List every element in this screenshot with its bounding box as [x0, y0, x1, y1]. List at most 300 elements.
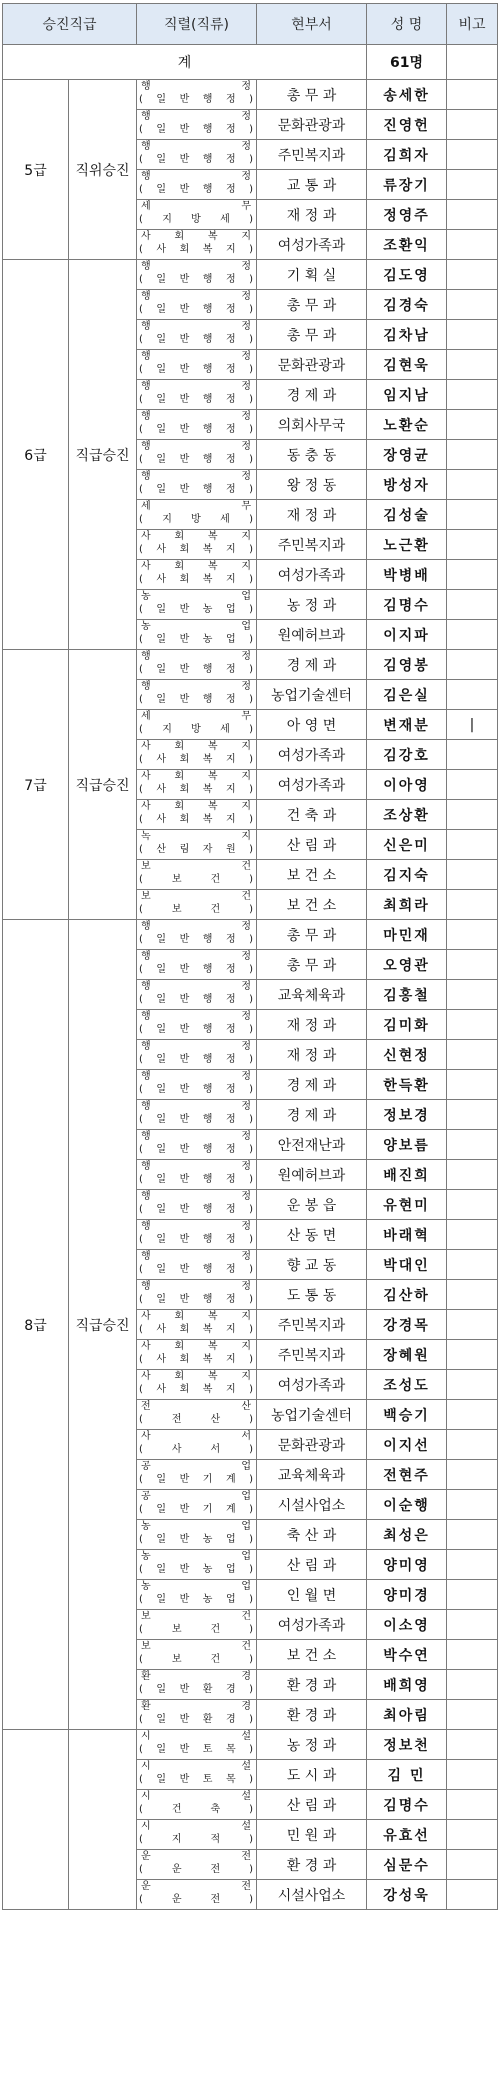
- total-row: [3, 45, 498, 80]
- series-cell: [137, 1130, 257, 1160]
- series-char: 행: [141, 81, 151, 92]
- name-cell: 최아림: [367, 1700, 447, 1730]
- series-cell: [137, 170, 257, 200]
- series-sub-char: 행: [202, 1234, 213, 1245]
- series-name: [141, 1461, 251, 1473]
- series-sub-char: 업: [225, 1594, 236, 1605]
- paren-open: (: [139, 1354, 143, 1365]
- series-sub-char: 일: [156, 274, 167, 285]
- paren-close: ): [249, 1774, 254, 1785]
- series-sub-char: 정: [225, 334, 236, 345]
- series-char: 행: [141, 441, 151, 452]
- paren-open: (: [139, 1474, 143, 1485]
- paren-open: (: [139, 754, 143, 765]
- header-note: 비고: [447, 4, 498, 45]
- dept-cell: 경 제 과: [257, 1100, 367, 1130]
- paren-open: (: [139, 454, 143, 465]
- series-sub-char: 업: [225, 1564, 236, 1575]
- series-sub-char: 행: [202, 964, 213, 975]
- paren-close: ): [249, 754, 254, 765]
- series-label: [137, 1400, 256, 1429]
- series-cell: [137, 770, 257, 800]
- note-cell: [447, 560, 498, 590]
- paren-close: ): [249, 1234, 254, 1245]
- series-name: [141, 531, 251, 543]
- series-sub-char: 전: [210, 1864, 221, 1875]
- series-subtype: [139, 424, 253, 436]
- series-label: [137, 1490, 256, 1519]
- series-cell: [137, 740, 257, 770]
- paren-close: ): [249, 1624, 253, 1635]
- series-sub-char: 농: [202, 604, 213, 615]
- promotion-type-cell: [69, 1730, 137, 1910]
- series-name: [141, 1191, 251, 1203]
- series-sub-char: 목: [225, 1744, 236, 1755]
- paren-open: (: [139, 844, 143, 855]
- series-sub-char: 방: [191, 214, 201, 225]
- series-char: 행: [141, 1281, 151, 1292]
- series-label: [137, 770, 256, 799]
- series-label: [137, 560, 256, 589]
- paren-close: ): [249, 844, 254, 855]
- name-cell: 김강호: [367, 740, 447, 770]
- series-sub-char: 건: [210, 904, 221, 915]
- paren-open: (: [139, 1594, 143, 1605]
- series-sub-char: 지: [162, 724, 172, 735]
- series-sub-char: 일: [156, 1504, 167, 1515]
- series-cell: [137, 1520, 257, 1550]
- note-cell: [447, 1700, 498, 1730]
- series-sub-char: 원: [225, 844, 236, 855]
- series-char: 무: [241, 711, 252, 722]
- name-cell: 김미화: [367, 1010, 447, 1040]
- series-subtype: [139, 1534, 253, 1546]
- series-sub-char: 정: [225, 454, 236, 465]
- series-char: 설: [241, 1731, 252, 1742]
- series-name: [141, 711, 251, 723]
- series-subtype: [139, 1444, 253, 1456]
- series-sub-char: 보: [171, 874, 182, 885]
- series-label: [137, 980, 256, 1009]
- series-char: 회: [174, 1311, 185, 1322]
- series-name: [141, 1521, 251, 1533]
- series-cell: [137, 110, 257, 140]
- paren-close: ): [249, 154, 254, 165]
- note-cell: [447, 1160, 498, 1190]
- note-cell: [447, 800, 498, 830]
- series-sub-char: 행: [202, 484, 213, 495]
- series-char: 업: [241, 1581, 252, 1592]
- dept-cell: 주민복지과: [257, 1340, 367, 1370]
- paren-close: ): [249, 1354, 254, 1365]
- series-char: 정: [241, 1041, 252, 1052]
- paren-close: ): [249, 364, 254, 375]
- paren-open: (: [139, 1624, 143, 1635]
- series-sub-char: 운: [171, 1894, 182, 1905]
- series-label: [137, 80, 256, 109]
- series-sub-char: 반: [179, 964, 190, 975]
- paren-open: (: [139, 124, 143, 135]
- series-sub-char: 정: [225, 1234, 236, 1245]
- series-subtype: [139, 1504, 253, 1516]
- series-char: 정: [241, 1251, 252, 1262]
- series-sub-char: 반: [179, 1684, 190, 1695]
- name-cell: 노근환: [367, 530, 447, 560]
- series-cell: [137, 230, 257, 260]
- series-char: 농: [141, 591, 151, 602]
- series-sub-char: 정: [225, 1024, 236, 1035]
- note-cell: |: [447, 710, 498, 740]
- series-label: [137, 200, 256, 229]
- series-char: 정: [241, 381, 252, 392]
- series-sub-char: 반: [179, 1594, 190, 1605]
- promotion-type-cell: 직위승진: [69, 80, 137, 260]
- series-char: 행: [141, 471, 151, 482]
- series-sub-char: 일: [156, 1114, 167, 1125]
- series-sub-char: 회: [179, 754, 190, 765]
- series-sub-char: 반: [179, 1534, 190, 1545]
- series-char: 보: [141, 891, 151, 902]
- paren-open: (: [139, 874, 143, 885]
- paren-open: (: [139, 904, 143, 915]
- series-label: [137, 1730, 256, 1759]
- series-sub-char: 사: [156, 754, 167, 765]
- series-subtype: [139, 1564, 253, 1576]
- paren-close: ): [249, 1654, 253, 1665]
- series-sub-char: 반: [179, 154, 190, 165]
- series-char: 정: [241, 681, 252, 692]
- series-char: 회: [174, 1371, 185, 1382]
- paren-close: ): [249, 1324, 254, 1335]
- series-sub-char: 반: [179, 334, 190, 345]
- name-cell: 김 민: [367, 1760, 447, 1790]
- total-count: 61명: [367, 45, 447, 80]
- series-sub-char: 정: [225, 1264, 236, 1275]
- series-name: [141, 621, 251, 633]
- series-cell: [137, 440, 257, 470]
- series-sub-char: 복: [202, 1354, 213, 1365]
- dept-cell: 산 림 과: [257, 1550, 367, 1580]
- series-cell: [137, 890, 257, 920]
- name-cell: 양미경: [367, 1580, 447, 1610]
- series-name: [141, 1101, 251, 1113]
- name-cell: 김차남: [367, 320, 447, 350]
- name-cell: 김은실: [367, 680, 447, 710]
- dept-cell: 경 제 과: [257, 650, 367, 680]
- note-cell: [447, 680, 498, 710]
- series-label: [137, 530, 256, 559]
- dept-cell: 보 건 소: [257, 1640, 367, 1670]
- series-label: [137, 830, 256, 859]
- name-cell: 송세한: [367, 80, 447, 110]
- series-char: 사: [141, 531, 151, 542]
- dept-cell: 재 정 과: [257, 500, 367, 530]
- paren-open: (: [139, 1144, 143, 1155]
- promotion-table-body: [3, 4, 498, 1910]
- note-cell: [447, 890, 498, 920]
- series-sub-char: 일: [156, 634, 167, 645]
- series-char: 시: [141, 1821, 151, 1832]
- series-char: 업: [241, 621, 252, 632]
- series-subtype: [139, 574, 253, 586]
- dept-cell: 재 정 과: [257, 200, 367, 230]
- series-sub-char: 반: [179, 1294, 190, 1305]
- series-sub-char: 회: [179, 1384, 190, 1395]
- paren-close: ): [249, 184, 254, 195]
- series-sub-char: 반: [179, 1744, 190, 1755]
- series-name: [141, 1761, 251, 1773]
- series-sub-char: 목: [225, 1774, 236, 1785]
- series-cell: [137, 1220, 257, 1250]
- series-cell: [137, 680, 257, 710]
- paren-open: (: [139, 1114, 143, 1125]
- note-cell: [447, 1820, 498, 1850]
- dept-cell: 축 산 과: [257, 1520, 367, 1550]
- series-char: 시: [141, 1731, 151, 1742]
- series-subtype: [139, 784, 253, 796]
- series-sub-char: 일: [156, 394, 167, 405]
- dept-cell: 경 제 과: [257, 380, 367, 410]
- series-sub-char: 일: [156, 1174, 167, 1185]
- series-name: [141, 1431, 251, 1443]
- series-subtype: [139, 1084, 253, 1096]
- series-subtype: [139, 964, 253, 976]
- series-char: 건: [241, 1611, 252, 1622]
- paren-open: (: [139, 544, 143, 555]
- series-char: 행: [141, 981, 151, 992]
- paren-close: ): [249, 1414, 253, 1425]
- paren-close: ): [249, 1834, 253, 1845]
- series-char: 세: [141, 711, 151, 722]
- series-sub-char: 행: [202, 1144, 213, 1155]
- series-sub-char: 건: [210, 1624, 221, 1635]
- name-cell: 조환익: [367, 230, 447, 260]
- series-char: 정: [241, 951, 252, 962]
- series-sub-char: 반: [179, 184, 190, 195]
- series-cell: [137, 1850, 257, 1880]
- series-sub-char: 일: [156, 94, 167, 105]
- series-subtype: [139, 874, 253, 886]
- header-series: 직렬(직류): [137, 4, 257, 45]
- note-cell: [447, 1610, 498, 1640]
- series-sub-char: 반: [179, 694, 190, 705]
- paren-open: (: [139, 334, 143, 345]
- dept-cell: 향 교 동: [257, 1250, 367, 1280]
- series-sub-char: 지: [225, 1384, 236, 1395]
- series-name: [141, 351, 251, 363]
- dept-cell: 인 월 면: [257, 1580, 367, 1610]
- name-cell: 정보천: [367, 1730, 447, 1760]
- paren-open: (: [139, 1024, 143, 1035]
- dept-cell: 여성가족과: [257, 740, 367, 770]
- series-subtype: [139, 1894, 253, 1906]
- name-cell: 배진희: [367, 1160, 447, 1190]
- series-char: 행: [141, 1221, 151, 1232]
- series-name: [141, 1611, 251, 1623]
- dept-cell: 재 정 과: [257, 1010, 367, 1040]
- paren-close: ): [249, 1024, 254, 1035]
- note-cell: [447, 410, 498, 440]
- series-char: 사: [141, 1431, 151, 1442]
- dept-cell: 환 경 과: [257, 1670, 367, 1700]
- series-sub-char: 행: [202, 304, 213, 315]
- series-sub-char: 방: [191, 514, 201, 525]
- series-sub-char: 반: [179, 1114, 190, 1125]
- series-cell: [137, 710, 257, 740]
- paren-close: ): [249, 604, 254, 615]
- series-sub-char: 일: [156, 1564, 167, 1575]
- series-char: 행: [141, 141, 151, 152]
- series-char: 정: [241, 471, 252, 482]
- series-subtype: [139, 184, 253, 196]
- series-sub-char: 정: [225, 934, 236, 945]
- series-sub-char: 업: [225, 634, 236, 645]
- series-char: 시: [141, 1791, 151, 1802]
- series-sub-char: 지: [171, 1834, 182, 1845]
- note-cell: [447, 530, 498, 560]
- dept-cell: 여성가족과: [257, 230, 367, 260]
- paren-open: (: [139, 1204, 143, 1215]
- series-cell: [137, 950, 257, 980]
- series-char: 정: [241, 351, 252, 362]
- name-cell: 장영균: [367, 440, 447, 470]
- paren-open: (: [139, 1654, 143, 1665]
- series-label: [137, 1640, 256, 1669]
- series-label: [137, 590, 256, 619]
- series-cell: [137, 1280, 257, 1310]
- paren-open: (: [139, 694, 143, 705]
- series-label: [137, 620, 256, 649]
- series-label: [137, 950, 256, 979]
- series-label: [137, 170, 256, 199]
- series-char: 정: [241, 1101, 252, 1112]
- series-subtype: [139, 1144, 253, 1156]
- series-label: [137, 920, 256, 949]
- paren-close: ): [249, 1864, 253, 1875]
- name-cell: 마민재: [367, 920, 447, 950]
- grade-cell: [3, 1730, 69, 1910]
- series-sub-char: 반: [179, 394, 190, 405]
- series-sub-char: 행: [202, 454, 213, 465]
- series-char: 무: [241, 501, 252, 512]
- series-char: 정: [241, 1131, 252, 1142]
- paren-open: (: [139, 994, 143, 1005]
- series-sub-char: 일: [156, 154, 167, 165]
- series-sub-char: 반: [179, 1474, 190, 1485]
- series-char: 농: [141, 621, 151, 632]
- series-subtype: [139, 1624, 253, 1636]
- series-sub-char: 정: [225, 1054, 236, 1065]
- note-cell: [447, 1130, 498, 1160]
- series-cell: [137, 1700, 257, 1730]
- series-label: [137, 740, 256, 769]
- paren-close: ): [249, 1174, 254, 1185]
- dept-cell: 기 획 실: [257, 260, 367, 290]
- series-subtype: [139, 934, 253, 946]
- table-row: [3, 650, 498, 680]
- series-name: [141, 1041, 251, 1053]
- series-sub-char: 환: [202, 1714, 213, 1725]
- series-sub-char: 기: [202, 1474, 213, 1485]
- series-char: 정: [241, 1071, 252, 1082]
- series-sub-char: 정: [225, 1174, 236, 1185]
- note-cell: [447, 1460, 498, 1490]
- series-sub-char: 일: [156, 994, 167, 1005]
- series-sub-char: 정: [225, 424, 236, 435]
- series-cell: [137, 290, 257, 320]
- paren-close: ): [249, 1504, 254, 1515]
- grade-cell: 5급: [3, 80, 69, 260]
- dept-cell: 원예허브과: [257, 1160, 367, 1190]
- dept-cell: 문화관광과: [257, 110, 367, 140]
- paren-open: (: [139, 1534, 143, 1545]
- paren-close: ): [249, 1534, 254, 1545]
- name-cell: 김명수: [367, 590, 447, 620]
- series-char: 사: [141, 1341, 151, 1352]
- series-char: 행: [141, 651, 151, 662]
- series-cell: [137, 1010, 257, 1040]
- series-subtype: [139, 1234, 253, 1246]
- dept-cell: 시설사업소: [257, 1880, 367, 1910]
- series-sub-char: 보: [171, 1624, 182, 1635]
- paren-close: ): [249, 1894, 253, 1905]
- series-sub-char: 복: [202, 754, 213, 765]
- paren-open: (: [139, 304, 143, 315]
- series-char: 경: [241, 1671, 252, 1682]
- series-char: 정: [241, 261, 252, 272]
- series-sub-char: 반: [179, 1174, 190, 1185]
- table-row: [3, 80, 498, 110]
- series-name: [141, 561, 251, 573]
- series-sub-char: 축: [210, 1804, 221, 1815]
- series-sub-char: 지: [225, 784, 236, 795]
- series-cell: [137, 1490, 257, 1520]
- name-cell: 김영봉: [367, 650, 447, 680]
- series-char: 건: [241, 891, 252, 902]
- series-sub-char: 반: [179, 934, 190, 945]
- series-char: 복: [207, 1371, 218, 1382]
- series-name: [141, 231, 251, 243]
- series-sub-char: 사: [156, 574, 167, 585]
- series-sub-char: 회: [179, 574, 190, 585]
- name-cell: 한득환: [367, 1070, 447, 1100]
- series-name: [141, 1851, 251, 1863]
- series-sub-char: 복: [202, 814, 213, 825]
- series-char: 건: [241, 861, 252, 872]
- series-subtype: [139, 1324, 253, 1336]
- note-cell: [447, 950, 498, 980]
- series-label: [137, 650, 256, 679]
- dept-cell: 교육체육과: [257, 1460, 367, 1490]
- series-subtype: [139, 364, 253, 376]
- series-char: 정: [241, 651, 252, 662]
- series-char: 사: [141, 801, 151, 812]
- series-sub-char: 반: [179, 1204, 190, 1215]
- series-char: 공: [141, 1491, 151, 1502]
- series-char: 공: [141, 1461, 151, 1472]
- series-char: 정: [241, 441, 252, 452]
- series-sub-char: 행: [202, 424, 213, 435]
- series-subtype: [139, 1264, 253, 1276]
- series-name: [141, 141, 251, 153]
- series-subtype: [139, 754, 253, 766]
- note-cell: [447, 80, 498, 110]
- series-cell: [137, 980, 257, 1010]
- paren-close: ): [249, 724, 253, 735]
- paren-open: (: [139, 394, 143, 405]
- paren-close: ): [249, 1714, 254, 1725]
- series-sub-char: 사: [156, 244, 167, 255]
